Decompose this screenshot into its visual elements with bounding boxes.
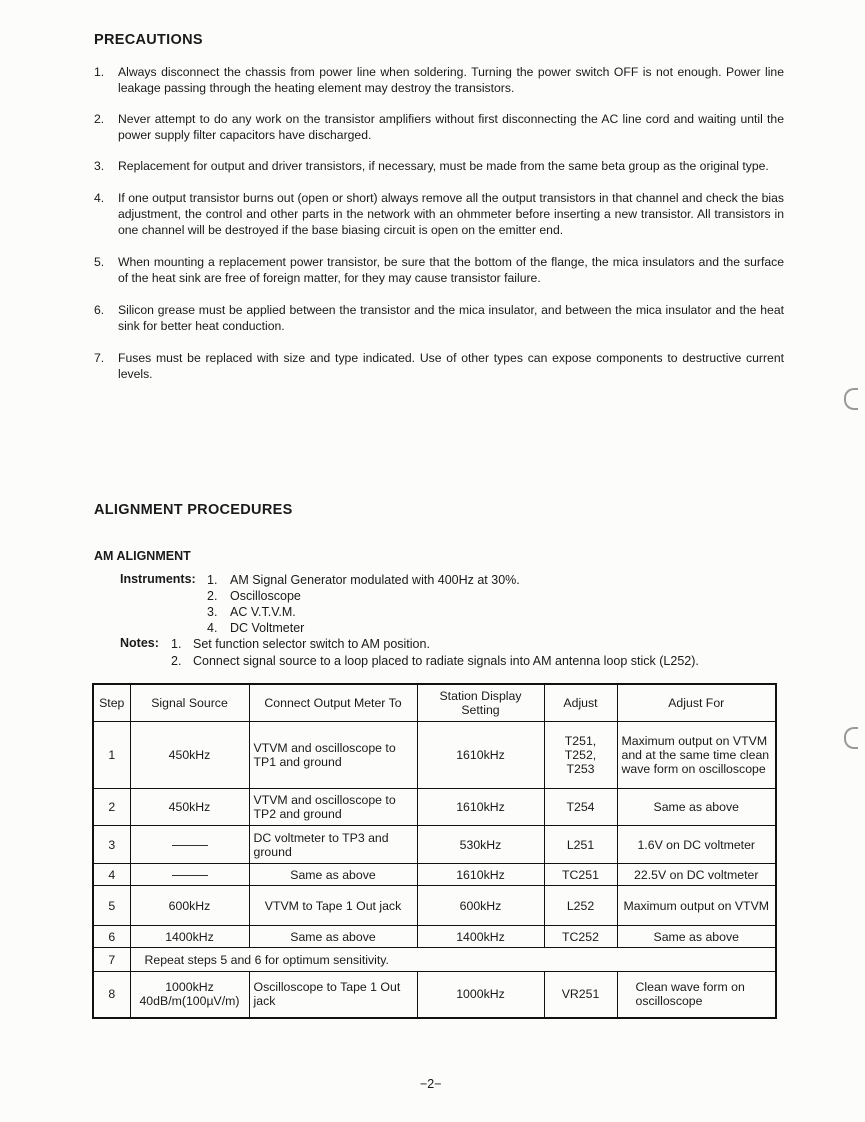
instruments-list — [207, 572, 520, 636]
cell-step: 4 — [93, 864, 130, 886]
header-adjust: Adjust — [544, 684, 617, 722]
header-station-setting: Station Display Setting — [417, 684, 544, 722]
table-row — [93, 926, 776, 948]
precaution-text: Replacement for output and driver transistors, if necessary, must be made from the same beta group as the original type. — [118, 159, 769, 173]
instrument-text: AM Signal Generator modulated with 400Hz at 30%. — [230, 573, 520, 587]
cell-step: 6 — [93, 926, 130, 948]
instrument-item — [207, 620, 520, 636]
instrument-item — [207, 572, 520, 588]
note-item — [171, 636, 699, 653]
cell-instruction: Repeat steps 5 and 6 for optimum sensitivity. — [130, 948, 776, 972]
note-number: 1. — [171, 637, 182, 651]
page-number: −2− — [420, 1077, 442, 1091]
instrument-text: DC Voltmeter — [230, 621, 305, 635]
precaution-text: Silicon grease must be applied between the transistor and the mica insulator, and between the mica insulator and the heat sink for better heat conduction. — [118, 303, 784, 333]
adjust-line: T252, — [564, 748, 597, 762]
cell-connect: DC voltmeter to TP3 and ground — [249, 826, 417, 864]
cell-signal: 600kHz — [130, 886, 249, 926]
cell-station: 1610kHz — [417, 722, 544, 789]
precaution-item — [94, 111, 784, 143]
cell-station: 1610kHz — [417, 789, 544, 826]
am-alignment-heading: AM ALIGNMENT — [94, 549, 191, 563]
cell-adjust-for: Same as above — [617, 926, 776, 948]
cell-adjust-for: Maximum output on VTVM and at the same time clean wave form on oscilloscope — [617, 722, 776, 789]
instrument-number: 3. — [207, 605, 218, 619]
table-header-row — [93, 684, 776, 722]
precautions-heading: PRECAUTIONS — [94, 32, 203, 48]
cell-signal — [130, 972, 249, 1018]
note-item — [171, 653, 699, 670]
cell-step: 2 — [93, 789, 130, 826]
header-step: Step — [93, 684, 130, 722]
cell-connect: VTVM and oscilloscope to TP1 and ground — [249, 722, 417, 789]
cell-station: 1610kHz — [417, 864, 544, 886]
instrument-item — [207, 604, 520, 620]
cell-step: 7 — [93, 948, 130, 972]
signal-line: 40dB/m(100µV/m) — [139, 994, 240, 1009]
cell-connect: Same as above — [249, 926, 417, 948]
table-row — [93, 864, 776, 886]
cell-adjust — [544, 722, 617, 789]
cell-adjust: VR251 — [544, 972, 617, 1018]
cell-signal: 450kHz — [130, 789, 249, 826]
cell-connect: Same as above — [249, 864, 417, 886]
precaution-number: 6. — [94, 303, 105, 317]
am-alignment-table — [92, 683, 777, 1019]
table-row — [93, 789, 776, 826]
table-row — [93, 722, 776, 789]
cell-station: 1000kHz — [417, 972, 544, 1018]
table-row — [93, 886, 776, 926]
cell-signal: 1400kHz — [130, 926, 249, 948]
instrument-number: 2. — [207, 589, 218, 603]
instrument-text: AC V.T.V.M. — [230, 605, 296, 619]
note-text: Connect signal source to a loop placed to radiate signals into AM antenna loop stick (L252). — [193, 654, 699, 668]
table-row — [93, 948, 776, 972]
notes-list — [171, 636, 699, 670]
adjust-line: T251, — [564, 734, 597, 748]
cell-station: 600kHz — [417, 886, 544, 926]
precaution-number: 7. — [94, 351, 105, 365]
precaution-item — [94, 254, 784, 286]
header-signal-source: Signal Source — [130, 684, 249, 722]
precaution-item — [94, 190, 784, 238]
cell-adjust-for: Clean wave form on oscilloscope — [617, 972, 776, 1018]
instrument-text: Oscilloscope — [230, 589, 301, 603]
note-number: 2. — [171, 654, 182, 668]
cell-station: 530kHz — [417, 826, 544, 864]
dash-mark — [172, 845, 208, 846]
precaution-text: Never attempt to do any work on the transistor amplifiers without first disconnecting the AC line cord and waiting until the power supply filter capacitors have discharged. — [118, 112, 784, 142]
precautions-list — [94, 64, 784, 382]
precaution-text: If one output transistor burns out (open or short) always remove all the output transistors in that channel and check the bias adjustment, the control and other parts in the network with an ohmmeter before inserting a new transistor. All transistors in one channel will be destroyed if the base biasing circuit is open on the emitter end. — [118, 191, 784, 237]
cell-adjust-for: 22.5V on DC voltmeter — [617, 864, 776, 886]
precaution-text: Always disconnect the chassis from power line when soldering. Turning the power switch OFF is not enough. Power line leakage passing through the heating element may destroy the transistors. — [118, 65, 784, 95]
cell-signal — [130, 826, 249, 864]
cell-adjust: TC252 — [544, 926, 617, 948]
precaution-item — [94, 302, 784, 334]
dash-mark — [172, 875, 208, 876]
instrument-item — [207, 588, 520, 604]
alignment-heading: ALIGNMENT PROCEDURES — [94, 502, 293, 518]
cell-connect: Oscilloscope to Tape 1 Out jack — [249, 972, 417, 1018]
precaution-number: 5. — [94, 255, 105, 269]
precaution-number: 1. — [94, 65, 105, 79]
precaution-item — [94, 64, 784, 96]
cell-adjust: TC251 — [544, 864, 617, 886]
instruments-label: Instruments: — [120, 572, 196, 586]
precaution-text: Fuses must be replaced with size and type indicated. Use of other types can expose components to destructive current levels. — [118, 351, 784, 381]
cell-signal — [130, 864, 249, 886]
precaution-item — [94, 350, 784, 382]
instrument-number: 1. — [207, 573, 218, 587]
precaution-number: 4. — [94, 191, 105, 205]
table-row — [93, 972, 776, 1018]
precaution-number: 2. — [94, 112, 105, 126]
binder-hole-icon — [844, 388, 858, 410]
cell-adjust-for: Same as above — [617, 789, 776, 826]
cell-station: 1400kHz — [417, 926, 544, 948]
cell-step: 8 — [93, 972, 130, 1018]
cell-adjust: L252 — [544, 886, 617, 926]
header-adjust-for: Adjust For — [617, 684, 776, 722]
precaution-text: When mounting a replacement power transistor, be sure that the bottom of the flange, the mica insulators and the surface of the heat sink are free of foreign matter, for they may cause transistor failure. — [118, 255, 784, 285]
notes-label: Notes: — [120, 636, 159, 650]
cell-adjust: T254 — [544, 789, 617, 826]
table-row — [93, 826, 776, 864]
cell-adjust-for: Maximum output on VTVM — [617, 886, 776, 926]
precaution-number: 3. — [94, 159, 105, 173]
cell-connect: VTVM to Tape 1 Out jack — [249, 886, 417, 926]
cell-adjust: L251 — [544, 826, 617, 864]
cell-signal: 450kHz — [130, 722, 249, 789]
header-connect-output: Connect Output Meter To — [249, 684, 417, 722]
precaution-item — [94, 158, 784, 174]
adjust-line: T253 — [566, 762, 595, 776]
cell-step: 3 — [93, 826, 130, 864]
cell-step: 1 — [93, 722, 130, 789]
instrument-number: 4. — [207, 621, 218, 635]
signal-line: 1000kHz — [165, 980, 214, 995]
note-text: Set function selector switch to AM position. — [193, 637, 430, 651]
cell-step: 5 — [93, 886, 130, 926]
binder-hole-icon — [844, 727, 858, 749]
cell-adjust-for: 1.6V on DC voltmeter — [617, 826, 776, 864]
cell-connect: VTVM and oscilloscope to TP2 and ground — [249, 789, 417, 826]
